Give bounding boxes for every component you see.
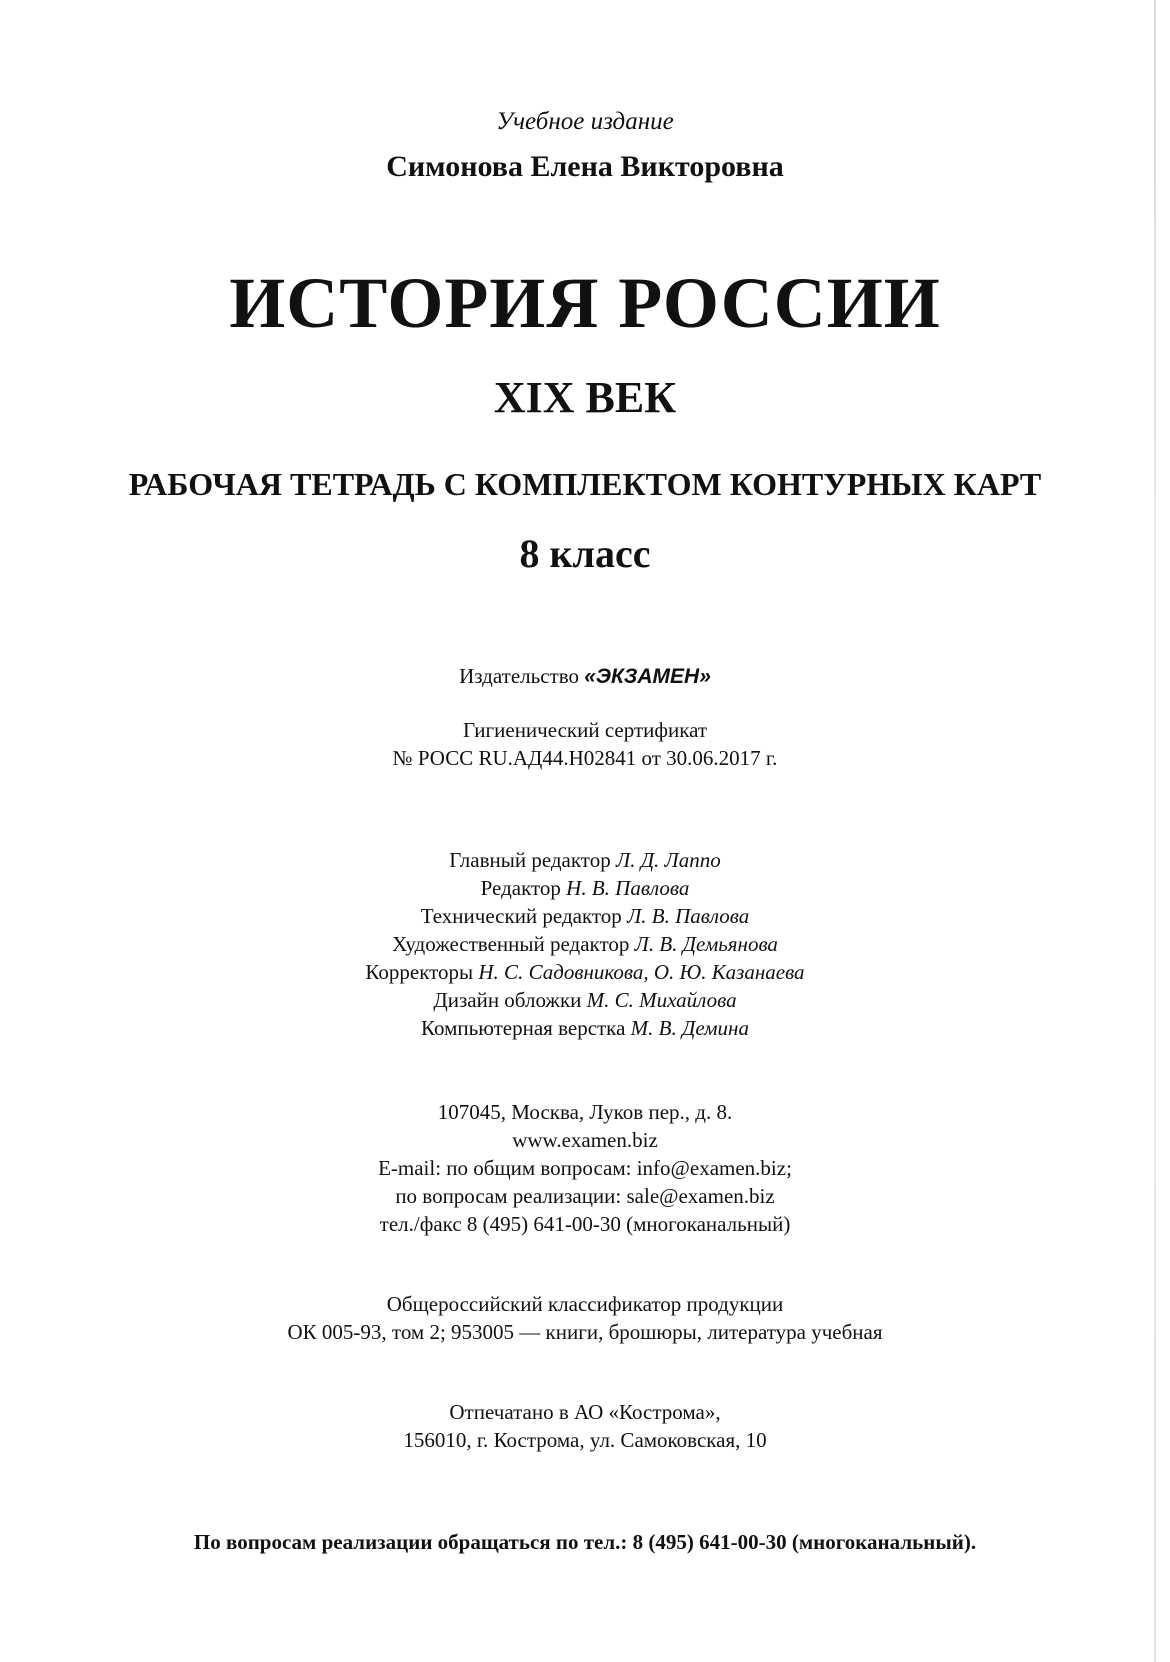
credit-chief-editor — [0, 846, 1170, 874]
credit-role: Редактор — [480, 876, 561, 900]
classifier-title: Общероссийский классификатор продукции — [386, 1292, 784, 1316]
printer-name: Отпечатано в АО «Кострома», — [449, 1400, 721, 1424]
credit-person: Н. В. Павлова — [566, 876, 690, 900]
email-general: E-mail: по общим вопросам: info@examen.biz; — [378, 1156, 792, 1180]
author-name: Симонова Елена Викторовна — [386, 150, 784, 183]
classifier-code: ОК 005-93, том 2; 953005 — книги, брошюры, литература учебная — [287, 1320, 883, 1344]
credit-role: Компьютерная верстка — [421, 1016, 626, 1040]
certificate-number: № РОСС RU.АД44.Н02841 от 30.06.2017 г. — [392, 746, 778, 770]
publisher-name: «ЭКЗАМЕН» — [584, 665, 711, 688]
book-subtitle-century: XIX ВЕК — [493, 373, 677, 422]
book-work-type: РАБОЧАЯ ТЕТРАДЬ С КОМПЛЕКТОМ КОНТУРНЫХ КАРТ — [128, 466, 1042, 502]
credit-editor — [0, 874, 1170, 902]
printer-address: 156010, г. Кострома, ул. Самоковская, 10 — [403, 1428, 767, 1452]
phone-fax: тел./факс 8 (495) 641-00-30 (многоканальный) — [379, 1212, 791, 1236]
publisher-website: www.examen.biz — [512, 1128, 658, 1152]
credit-person: Л. В. Павлова — [627, 904, 750, 928]
credit-person: Н. С. Садовникова, О. Ю. Казанаева — [478, 960, 805, 984]
credit-cover-design — [0, 986, 1170, 1014]
credit-role: Технический редактор — [420, 904, 622, 928]
credit-role: Художественный редактор — [392, 932, 630, 956]
publisher-address: 107045, Москва, Луков пер., д. 8. — [437, 1100, 733, 1124]
credit-person: Л. Д. Лаппо — [615, 848, 721, 872]
credit-person: Л. В. Демьянова — [634, 932, 778, 956]
publisher-line — [0, 662, 1170, 691]
credit-role: Главный редактор — [449, 848, 611, 872]
credit-role: Дизайн обложки — [433, 988, 582, 1012]
publisher-label: Издательство — [459, 664, 579, 688]
credit-person: М. В. Демина — [630, 1016, 749, 1040]
sales-contact-note: По вопросам реализации обращаться по тел.: 8 (495) 641-00-30 (многоканальный). — [193, 1530, 977, 1554]
edition-type: Учебное издание — [496, 108, 674, 135]
email-sales: по вопросам реализации: sale@examen.biz — [395, 1184, 775, 1208]
credit-role: Корректоры — [365, 960, 474, 984]
book-title: ИСТОРИЯ РОССИИ — [229, 263, 941, 343]
credit-layout — [0, 1014, 1170, 1042]
credit-art-editor — [0, 930, 1170, 958]
credit-person: М. С. Михайлова — [586, 988, 737, 1012]
credit-technical-editor — [0, 902, 1170, 930]
certificate-title: Гигиенический сертификат — [462, 718, 708, 742]
credit-proofreaders — [0, 958, 1170, 986]
book-grade: 8 класс — [519, 531, 651, 576]
